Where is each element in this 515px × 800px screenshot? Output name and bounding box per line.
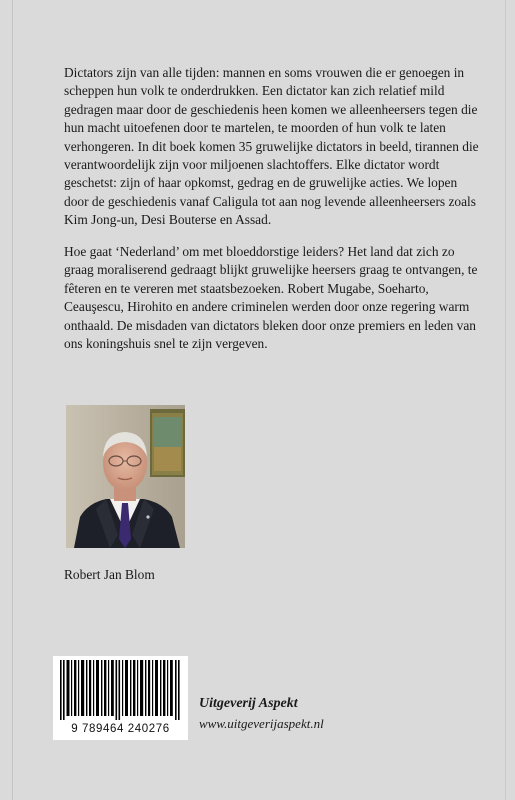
barcode-bars-icon <box>53 656 188 720</box>
page-edge-right <box>505 0 506 800</box>
blurb-paragraph-2: Hoe gaat ‘Nederland’ om met bloeddorstige leiders? Het land dat zich zo graag moraliserend gedraagt blijkt gruwelijke heersers graag te ontvangen, te fêteren en te vereren met staatsbezoeken. Robert Mugabe, Soeharto, Ceauşescu, Hirohito en andere criminelen werden door onze regering warm onthaald. De misdaden van dictators bleken door onze premiers en leden van ons koningshuis snel te zijn vergeven. <box>64 244 478 352</box>
author-name: Robert Jan Blom <box>64 567 155 582</box>
publisher-name: Uitgeverij Aspekt <box>199 696 298 711</box>
author-portrait-image <box>66 405 185 548</box>
isbn-number: 9 789464 240276 <box>71 723 170 735</box>
publisher-website: www.uitgeverijaspekt.nl <box>199 716 324 731</box>
blurb-paragraph-1: Dictators zijn van alle tijden: mannen en soms vrouwen die er genoegen in scheppen hun volk te onderdrukken. Een dictator kan zich relatief mild gedragen maar door de geschiedenis heen komen we alleenheersers tegen die hun macht uitoefenen door te martelen, te moorden of hun volk te laten verhongeren. In dit boek komen 35 gruwelijke dictators in beeld, tirannen die verantwoordelijk zijn voor miljoenen slachtoffers. Elke dictator wordt geschetst: zijn of haar opkomst, gedrag en de gruwelijke acties. We lopen door de geschiedenis vanaf Caligula tot aan nog levende alleenheersers zoals Kim Jong-un, Desi Bouterse en Assad. <box>64 65 479 228</box>
isbn-barcode <box>53 656 188 740</box>
author-photo <box>66 405 185 548</box>
page-edge-left <box>12 0 13 800</box>
